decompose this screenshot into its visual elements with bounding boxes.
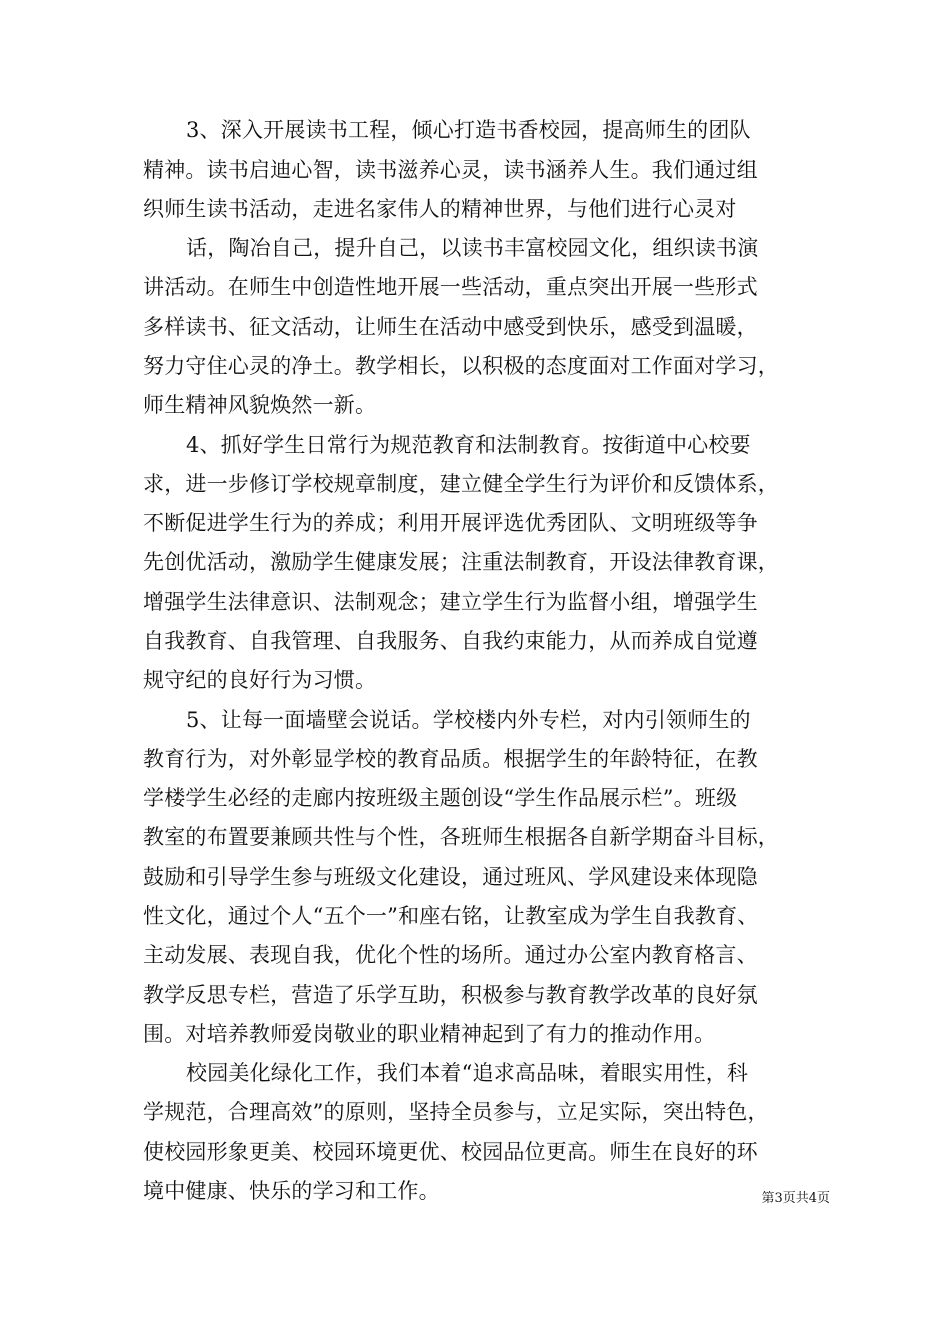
text-line: 教室的布置要兼顾共性与个性，各班师生根据各自新学期奋斗目标， [143,825,779,849]
text-line: 境中健康、快乐的学习和工作。 [143,1179,440,1203]
text-line: 学楼学生必经的走廊内按班级主题创设“学生作品展示栏”。班级 [143,786,738,810]
text-line: 学规范，合理高效”的原则，坚持全员参与，立足实际，突出特色， [143,1100,769,1124]
text-line: 3、深入开展读书工程，倾心打造书香校园，提高师生的团队 [186,118,751,142]
text-line: 话，陶冶自己，提升自己，以读书丰富校园文化，组织读书演 [186,236,759,260]
text-line: 校园美化绿化工作，我们本着“追求高品味，着眼实用性，科 [186,1061,749,1085]
text-line: 性文化，通过个人“五个一”和座右铭，让教室成为学生自我教育、 [143,904,759,928]
text-line: 教学反思专栏，营造了乐学互助，积极参与教育教学改革的良好氛 [143,983,758,1007]
text-line: 精神。读书启迪心智，读书滋养心灵，读书涵养人生。我们通过组 [143,158,758,182]
text-line: 讲活动。在师生中创造性地开展一些活动，重点突出开展一些形式 [143,275,758,299]
text-line: 规守纪的良好行为习惯。 [143,668,377,692]
text-line: 努力守住心灵的净土。教学相长，以积极的态度面对工作面对学习， [143,354,779,378]
text-line: 围。对培养教师爱岗敬业的职业精神起到了有力的推动作用。 [143,1022,716,1046]
text-line: 师生精神风貌焕然一新。 [143,393,377,417]
text-line: 多样读书、征文活动，让师生在活动中感受到快乐，感受到温暖， [143,315,758,339]
text-line: 鼓励和引导学生参与班级文化建设，通过班风、学风建设来体现隐 [143,865,758,889]
text-line: 5、让每一面墙壁会说话。学校楼内外专栏，对内引领师生的 [186,708,751,732]
text-line: 求，进一步修订学校规章制度，建立健全学生行为评价和反馈体系， [143,472,779,496]
text-line: 增强学生法律意识、法制观念；建立学生行为监督小组，增强学生 [143,590,758,614]
text-line: 主动发展、表现自我，优化个性的场所。通过办公室内教育格言、 [143,943,758,967]
text-line: 织师生读书活动，走进名家伟人的精神世界，与他们进行心灵对 [143,197,737,221]
text-line: 不断促进学生行为的养成；利用开展评选优秀团队、文明班级等争 [143,511,758,535]
text-line: 使校园形象更美、校园环境更优、校园品位更高。师生在良好的环 [143,1140,758,1164]
text-line: 自我教育、自我管理、自我服务、自我约束能力，从而养成自觉遵 [143,629,758,653]
page-number: 第3页共4页 [761,1191,830,1206]
text-line: 4、抓好学生日常行为规范教育和法制教育。按街道中心校要 [186,433,751,457]
text-line: 先创优活动，激励学生健康发展；注重法制教育，开设法律教育课， [143,550,779,574]
text-line: 教育行为，对外彰显学校的教育品质。根据学生的年龄特征，在教 [143,747,758,771]
